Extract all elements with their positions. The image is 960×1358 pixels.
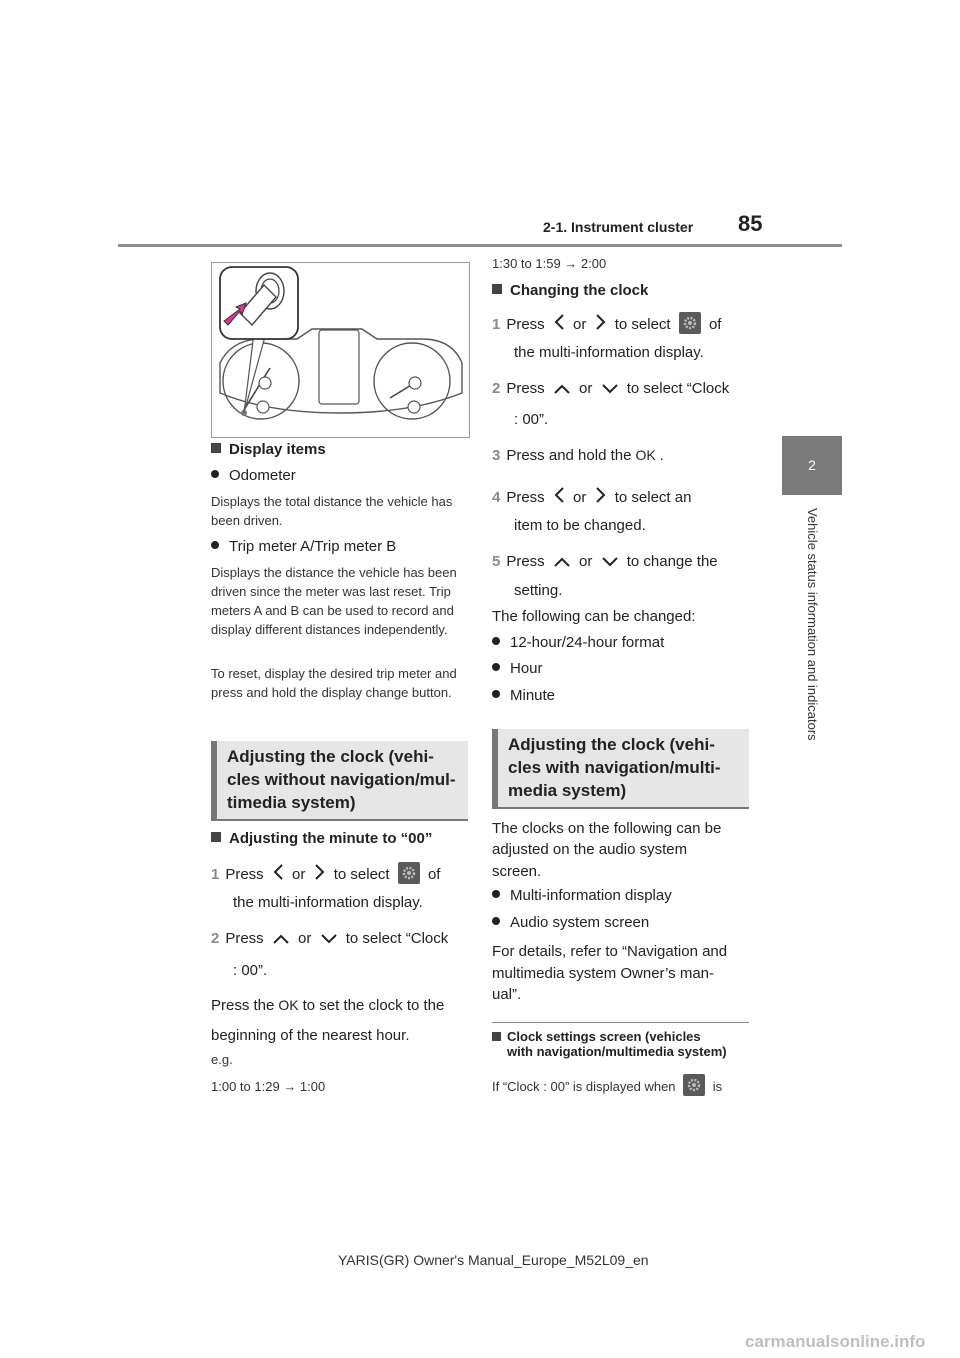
page-number: 85 — [738, 211, 763, 236]
example-1: 1:00 to 1:29 → 1:00 — [211, 1079, 326, 1094]
example-2: 1:30 to 1:59 → 2:00 — [492, 256, 607, 271]
up-arrow-icon — [553, 556, 571, 568]
cluster-drawing — [212, 263, 469, 437]
heading-square-icon — [211, 443, 221, 453]
left-arrow-icon — [553, 313, 565, 331]
settings-gear-icon — [679, 312, 701, 334]
bullet-icon — [492, 663, 500, 671]
clock-without-nav-box — [211, 741, 468, 821]
change-step-4-continued: item to be changed. — [514, 517, 646, 534]
audio-screen-item: Audio system screen — [492, 913, 649, 933]
ok-button-icon: OK — [635, 447, 656, 463]
details-text-2: multimedia system Owner’s man- — [492, 965, 715, 982]
heading-square-icon — [492, 284, 502, 294]
box-title-line: cles without navigation/mul- — [227, 770, 456, 789]
clocks-text-3: screen. — [492, 863, 542, 880]
odometer-item: Odometer — [211, 466, 296, 486]
settings-gear-icon — [683, 1074, 705, 1096]
section-divider — [492, 1022, 749, 1023]
bullet-icon — [492, 637, 500, 645]
clock-settings-heading: Clock settings screen (vehicles — [492, 1029, 701, 1044]
header-divider — [118, 244, 842, 247]
right-arrow-icon — [595, 313, 607, 331]
clock-settings-heading-continued: with navigation/multimedia system) — [507, 1044, 727, 1059]
settings-gear-icon — [398, 862, 420, 884]
step-2: 2 Press or to select “Clock — [211, 930, 449, 947]
manual-footer: YARIS(GR) Owner's Manual_Europe_M52L09_en — [338, 1252, 649, 1268]
if-clock-text: If “Clock : 00” is displayed when is — [492, 1074, 722, 1096]
change-step-5: 5 Press or to change the — [492, 553, 718, 570]
bullet-icon — [492, 917, 500, 925]
chapter-tab: 2 — [782, 436, 842, 495]
display-items-heading: Display items — [211, 440, 326, 460]
change-step-3: 3 Press and hold the OK . — [492, 441, 664, 470]
step-1-continued: the multi-information display. — [233, 894, 423, 911]
box-title-line: timedia system) — [227, 793, 356, 812]
clock-with-nav-box — [492, 729, 749, 809]
trip-meter-item: Trip meter A/Trip meter B — [211, 537, 396, 557]
press-ok-continued: beginning of the nearest hour. — [211, 1027, 410, 1044]
clocks-text-2: adjusted on the audio system — [492, 841, 688, 858]
box-title-line: Adjusting the clock (vehi- — [227, 747, 434, 766]
trip-meter-description: Displays the distance the vehicle has been driven since the meter was last reset. Trip meters A and B can be used to record and display different distances independently. — [211, 565, 457, 637]
hour-item: Hour — [492, 659, 543, 679]
details-text-3: ual”. — [492, 986, 522, 1003]
heading-square-icon — [492, 1032, 501, 1041]
left-arrow-icon — [553, 486, 565, 504]
down-arrow-icon — [320, 933, 338, 945]
example-label: e.g. — [211, 1052, 233, 1067]
change-step-1-continued: the multi-information display. — [514, 344, 704, 361]
chapter-side-label — [806, 508, 826, 778]
change-step-5-continued: setting. — [514, 582, 563, 599]
change-step-4: 4 Press or to select an — [492, 483, 691, 512]
minute-heading: Adjusting the minute to “00” — [211, 829, 432, 849]
multi-info-display-item: Multi-information display — [492, 886, 672, 906]
down-arrow-icon — [601, 383, 619, 395]
format-item: 12-hour/24-hour format — [492, 633, 664, 653]
bullet-icon — [211, 470, 219, 478]
right-arrow-icon — [595, 486, 607, 504]
left-arrow-icon — [272, 863, 284, 881]
section-title: 2-1. Instrument cluster — [543, 219, 694, 235]
following-text: The following can be changed: — [492, 608, 696, 625]
change-step-2: 2 Press or to select “Clock — [492, 380, 730, 397]
change-step-2-continued: : 00”. — [514, 411, 549, 428]
up-arrow-icon — [553, 383, 571, 395]
details-text-1: For details, refer to “Navigation and — [492, 943, 728, 960]
instrument-cluster-illustration — [211, 262, 470, 438]
right-arrow-icon — [314, 863, 326, 881]
chapter-side-text: Vehicle status information and indicators — [805, 508, 820, 741]
changing-clock-heading: Changing the clock — [492, 281, 648, 301]
change-step-1: 1 Press or to select of — [492, 310, 721, 339]
odometer-description: Displays the total distance the vehicle has been driven. — [211, 494, 453, 528]
step-2-continued: : 00”. — [233, 962, 268, 979]
box-title-line: Adjusting the clock (vehi- — [508, 735, 715, 754]
box-title-line: media system) — [508, 781, 627, 800]
bullet-icon — [492, 690, 500, 698]
up-arrow-icon — [272, 933, 290, 945]
ok-button-icon: OK — [278, 997, 299, 1013]
down-arrow-icon — [601, 556, 619, 568]
minute-item: Minute — [492, 686, 555, 706]
step-1: 1 Press or to select of — [211, 860, 440, 889]
press-ok-text: Press the OK to set the clock to the — [211, 992, 444, 1019]
heading-square-icon — [211, 832, 221, 842]
box-title-line: cles with navigation/multi- — [508, 758, 721, 777]
clocks-text-1: The clocks on the following can be — [492, 820, 722, 837]
watermark: carmanualsonline.info — [745, 1332, 926, 1351]
bullet-icon — [211, 541, 219, 549]
reset-description: To reset, display the desired trip meter and press and hold the display change button. — [211, 666, 457, 700]
bullet-icon — [492, 890, 500, 898]
